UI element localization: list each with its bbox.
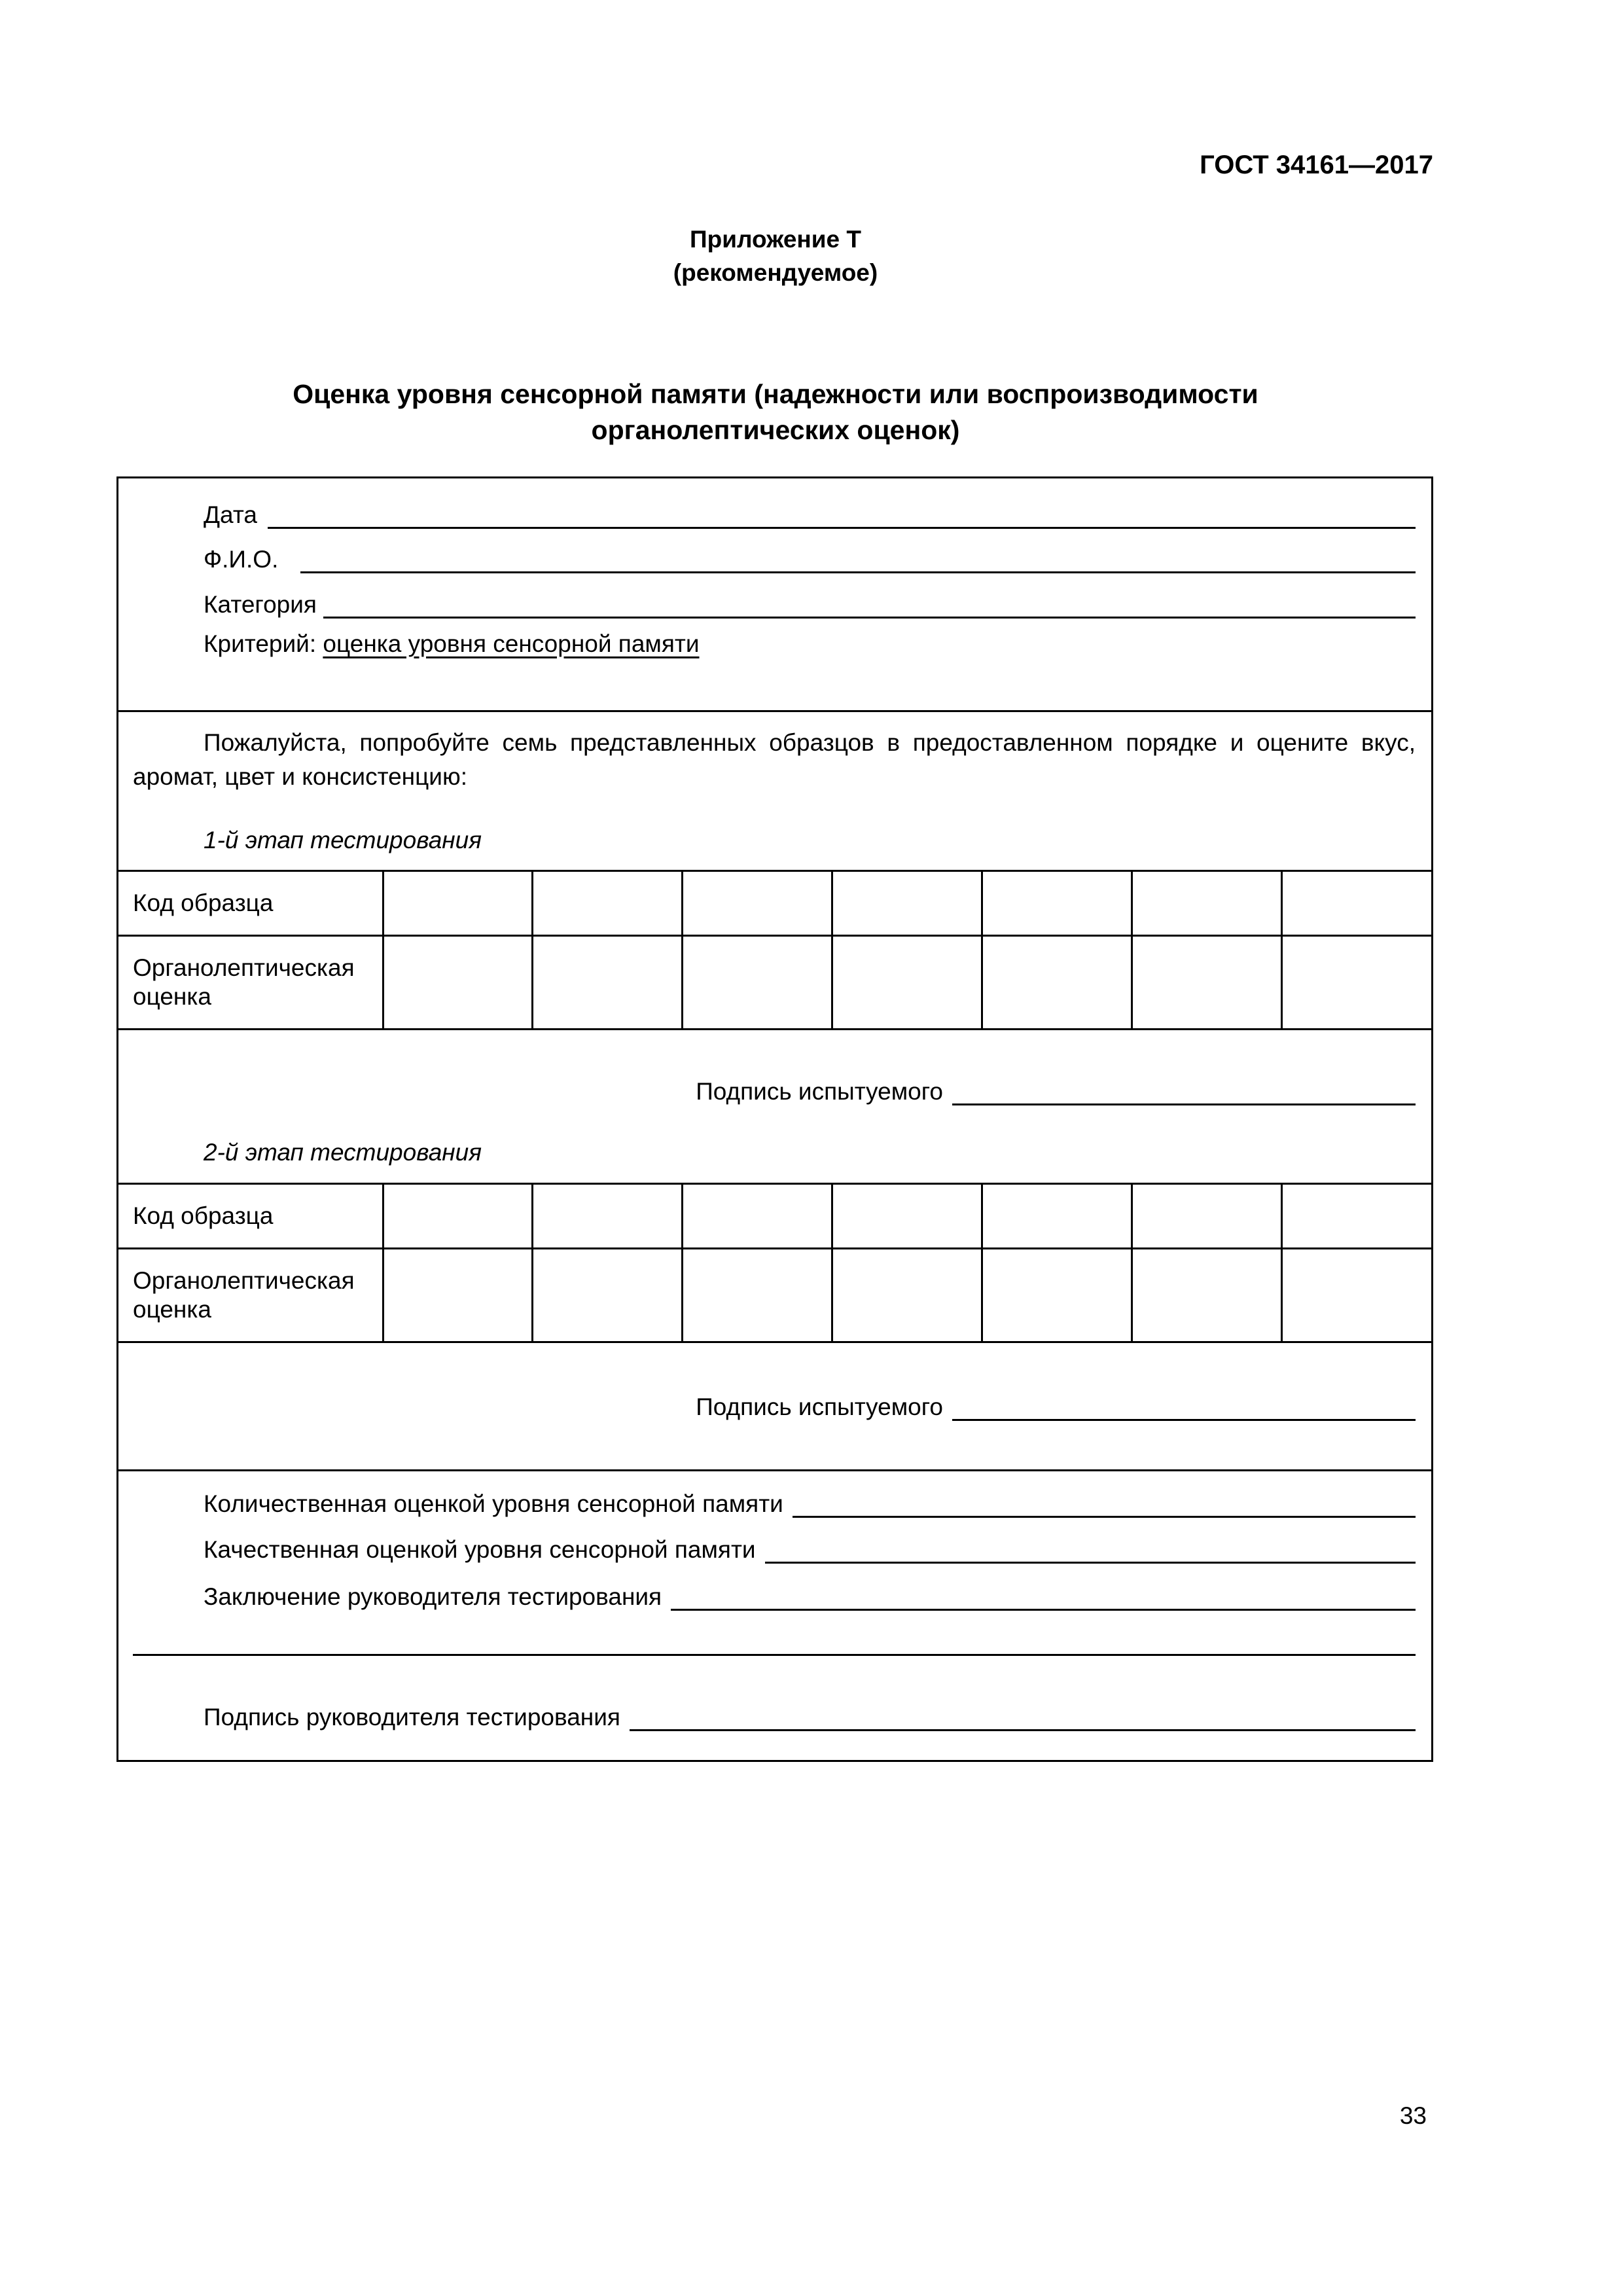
category-label: Категория (204, 591, 317, 618)
name-input-line[interactable] (300, 543, 1416, 573)
conclusion-field[interactable] (204, 1582, 1416, 1611)
category-field[interactable] (204, 590, 1416, 619)
supervisor-signature-field[interactable] (204, 1702, 1416, 1731)
conclusion-line[interactable] (671, 1580, 1416, 1611)
name-label: Ф.И.О. (204, 546, 279, 573)
table-cell[interactable] (683, 936, 832, 1030)
table-row (118, 1184, 1431, 1249)
supervisor-signature-line[interactable] (630, 1700, 1416, 1731)
table-cell[interactable] (1281, 1184, 1431, 1249)
name-field[interactable] (204, 545, 1416, 573)
table-cell[interactable] (383, 871, 533, 936)
date-input-line[interactable] (268, 498, 1416, 529)
qualitative-score-field[interactable] (204, 1535, 1416, 1564)
table-cell[interactable] (383, 936, 533, 1030)
table-cell[interactable] (533, 1184, 683, 1249)
instruction-text: Пожалуйста, попробуйте семь представленных образцов в предоставленном порядке и оцените вкус, аромат, цвет и консистенцию: (133, 729, 1416, 790)
sensory-score-label: Органолептическая оценка (118, 936, 383, 1030)
table-cell[interactable] (982, 1249, 1132, 1342)
date-label: Дата (204, 501, 257, 528)
qualitative-score-label: Качественная оценкой уровня сенсорной памяти (204, 1536, 756, 1563)
signature-label: Подпись испытуемого (696, 1393, 943, 1420)
table-cell[interactable] (533, 936, 683, 1030)
conclusion-continuation-line[interactable] (133, 1654, 1416, 1656)
form-title (0, 376, 1551, 448)
stage-1-signature[interactable] (696, 1077, 1416, 1105)
table-cell[interactable] (1132, 871, 1281, 936)
table-cell[interactable] (982, 936, 1132, 1030)
table-row (118, 1249, 1431, 1342)
date-field[interactable] (204, 500, 1416, 529)
table-cell[interactable] (683, 1249, 832, 1342)
table-row (118, 871, 1431, 936)
table-cell[interactable] (1132, 1184, 1281, 1249)
stage-1-title: 1-й этап тестирования (204, 827, 482, 853)
stage-2-table (118, 1183, 1431, 1343)
table-cell[interactable] (982, 871, 1132, 936)
sample-code-label: Код образца (118, 871, 383, 936)
table-cell[interactable] (982, 1184, 1132, 1249)
table-cell[interactable] (1281, 936, 1431, 1030)
criteria-value: оценка уровня сенсорной памяти (323, 630, 700, 657)
appendix-status: (рекомендуемое) (673, 259, 878, 286)
sample-code-label: Код образца (118, 1184, 383, 1249)
quantitative-score-label: Количественная оценкой уровня сенсорной памяти (204, 1490, 783, 1517)
table-cell[interactable] (1132, 1249, 1281, 1342)
table-cell[interactable] (683, 1184, 832, 1249)
evaluation-form (116, 476, 1433, 1762)
table-cell[interactable] (383, 1184, 533, 1249)
criteria-label: Критерий: (204, 630, 317, 657)
table-cell[interactable] (832, 1249, 982, 1342)
qualitative-score-line[interactable] (765, 1533, 1416, 1564)
conclusion-label: Заключение руководителя тестирования (204, 1583, 662, 1610)
table-cell[interactable] (832, 1184, 982, 1249)
section-divider (118, 1469, 1431, 1471)
signature-label: Подпись испытуемого (696, 1078, 943, 1105)
table-cell[interactable] (832, 871, 982, 936)
table-cell[interactable] (1281, 871, 1431, 936)
table-cell[interactable] (533, 1249, 683, 1342)
table-cell[interactable] (383, 1249, 533, 1342)
category-input-line[interactable] (323, 588, 1416, 619)
standard-code: ГОСТ 34161—2017 (1200, 151, 1433, 179)
table-cell[interactable] (683, 871, 832, 936)
page-number: 33 (1399, 2102, 1427, 2129)
signature-line[interactable] (952, 1075, 1416, 1105)
table-cell[interactable] (1281, 1249, 1431, 1342)
section-divider (118, 710, 1431, 712)
quantitative-score-field[interactable] (204, 1489, 1416, 1518)
form-title-line-2: органолептических оценок) (591, 415, 960, 445)
appendix-title: Приложение Т (690, 226, 861, 253)
table-row (118, 936, 1431, 1030)
sensory-score-label: Органолептическая оценка (118, 1249, 383, 1342)
form-title-line-1: Оценка уровня сенсорной памяти (надежности или воспроизводимости (293, 379, 1258, 409)
table-cell[interactable] (533, 871, 683, 936)
table-cell[interactable] (1132, 936, 1281, 1030)
table-cell[interactable] (832, 936, 982, 1030)
supervisor-signature-label: Подпись руководителя тестирования (204, 1704, 620, 1731)
stage-2-signature[interactable] (696, 1392, 1416, 1421)
quantitative-score-line[interactable] (793, 1487, 1416, 1518)
stage-2-title: 2-й этап тестирования (204, 1139, 482, 1166)
signature-line[interactable] (952, 1390, 1416, 1421)
stage-1-table (118, 870, 1431, 1030)
criteria-field (204, 630, 700, 658)
